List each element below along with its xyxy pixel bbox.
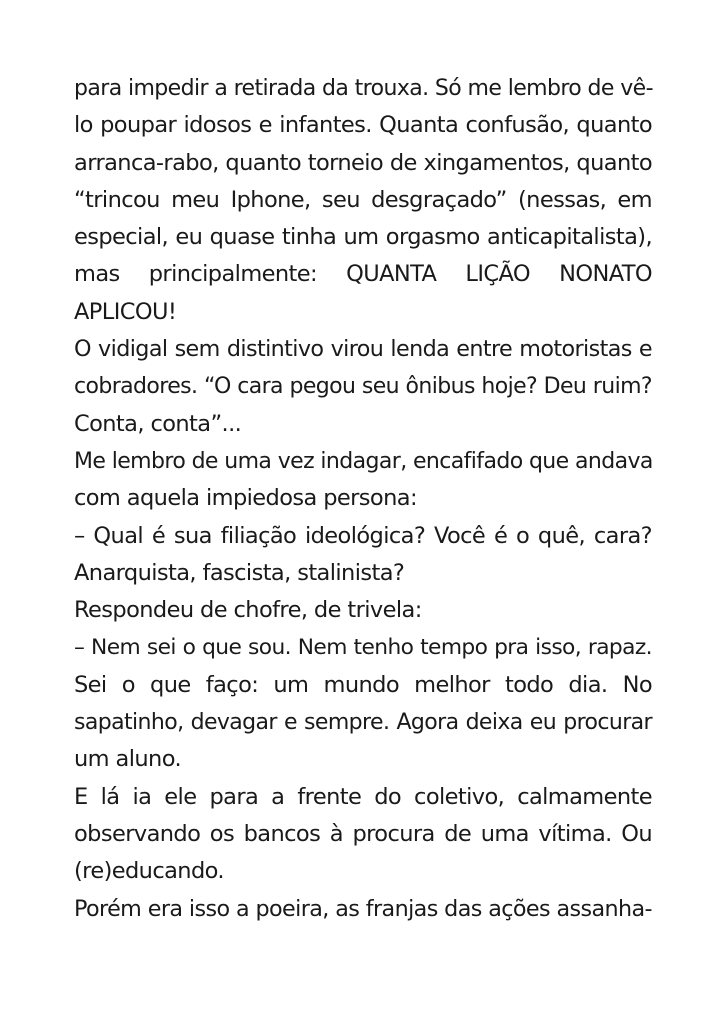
text-line: especial, eu quase tinha um orgasmo anticapitalista),: [74, 224, 652, 251]
text-line: Me lembro de uma vez indagar, encafifado que andava: [74, 448, 653, 474]
text-line: mas principalmente: QUANTA LIÇÃO NONATO: [74, 261, 652, 288]
text-line: sapatinho, devagar e sempre. Agora deixa eu procurar: [74, 710, 652, 736]
text-line: arranca-rabo, quanto torneio de xingamentos, quanto: [74, 149, 652, 176]
text-line: – Nem sei o que sou. Nem tenho tempo pra isso, rapaz.: [74, 635, 652, 661]
text-line: Respondeu de chofre, de trivela:: [74, 597, 422, 624]
text-line: um aluno.: [74, 746, 182, 773]
text-line: para impedir a retirada da trouxa. Só me lembro de vê-: [74, 76, 653, 101]
text-line: cobradores. “O cara pegou seu ônibus hoje? Deu ruim?: [74, 374, 652, 400]
text-line: APLICOU!: [74, 298, 177, 325]
text-line: Sei o que faço: um mundo melhor todo dia. No: [74, 671, 652, 698]
document-page: [74, 70, 652, 928]
text-line: – Qual é sua filiação ideológica? Você é o quê, cara?: [74, 522, 652, 549]
text-line: Anarquista, fascista, stalinista?: [74, 559, 405, 586]
text-line: Porém era isso a poeira, as franjas das ações assanha-: [74, 895, 652, 922]
text-line: E lá ia ele para a frente do coletivo, calmamente: [74, 783, 652, 810]
text-line: (re)educando.: [74, 858, 224, 885]
text-line: Conta, conta”...: [74, 410, 242, 437]
text-line: com aquela impiedosa persona:: [74, 485, 417, 512]
text-line: “trincou meu Iphone, seu desgraçado” (nessas, em: [74, 186, 652, 213]
text-line: lo poupar idosos e infantes. Quanta confusão, quanto: [74, 112, 652, 139]
text-line: O vidigal sem distintivo virou lenda entre motoristas e: [74, 336, 652, 363]
text-line: observando os bancos à procura de uma vítima. Ou: [74, 820, 652, 847]
